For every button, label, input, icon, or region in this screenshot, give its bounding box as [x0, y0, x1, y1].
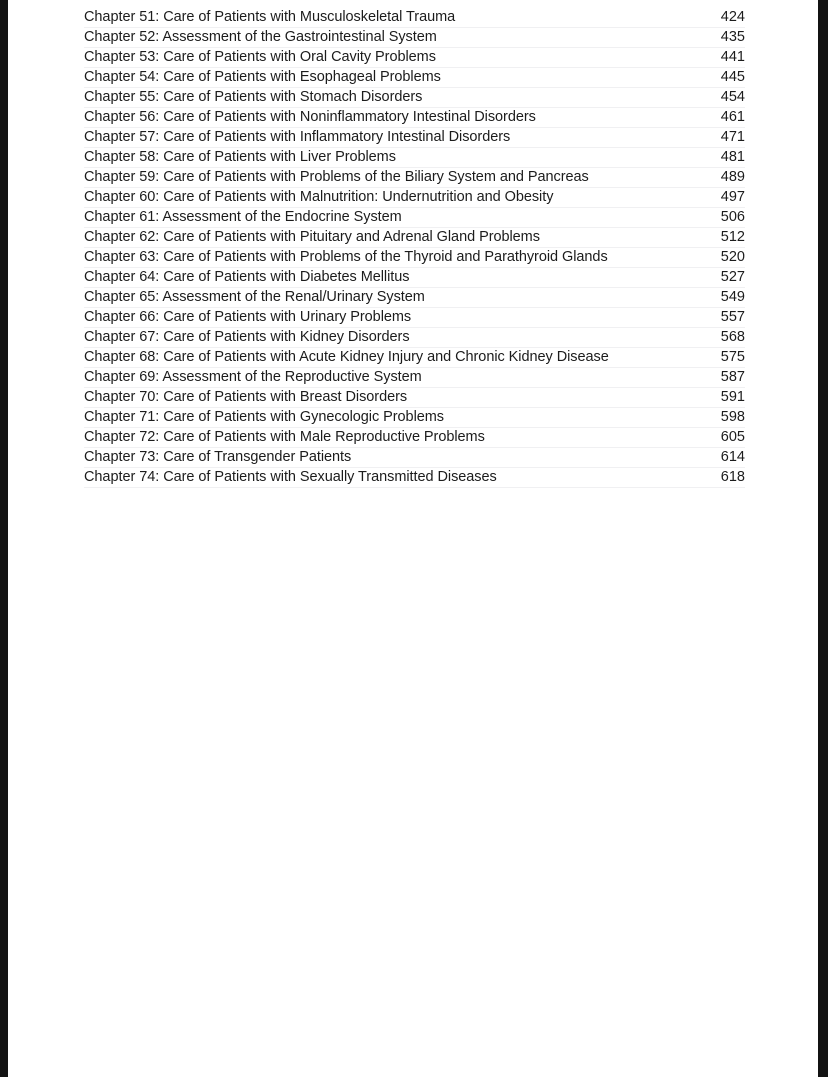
table-of-contents-list: [84, 8, 745, 488]
toc-entry-page-number: 605: [720, 429, 745, 445]
toc-entry-title: Chapter 74: Care of Patients with Sexually Transmitted Diseases: [84, 469, 497, 485]
scan-edge-bar-right: [818, 0, 828, 1077]
toc-entry-title: Chapter 66: Care of Patients with Urinary Problems: [84, 309, 412, 325]
toc-entry-page-number: 568: [720, 329, 745, 345]
toc-entry-title: Chapter 65: Assessment of the Renal/Urinary System: [84, 289, 425, 305]
toc-entry-page-number: 512: [720, 229, 745, 245]
toc-entry-title: Chapter 58: Care of Patients with Liver Problems: [84, 149, 396, 165]
toc-entry-title: Chapter 53: Care of Patients with Oral Cavity Problems: [84, 49, 436, 65]
toc-entry[interactable]: [84, 28, 745, 48]
toc-entry-title: Chapter 52: Assessment of the Gastrointestinal System: [84, 29, 437, 45]
toc-entry-page-number: 481: [720, 149, 745, 165]
toc-entry[interactable]: [84, 408, 745, 428]
toc-entry-page-number: 598: [720, 409, 745, 425]
toc-entry-page-number: 549: [720, 289, 745, 305]
toc-entry-page-number: 445: [720, 69, 745, 85]
toc-entry-page-number: 520: [720, 249, 745, 265]
toc-entry[interactable]: [84, 48, 745, 68]
toc-entry[interactable]: [84, 328, 745, 348]
toc-entry[interactable]: [84, 348, 745, 368]
toc-entry[interactable]: [84, 228, 745, 248]
toc-entry[interactable]: [84, 208, 745, 228]
toc-entry[interactable]: [84, 8, 745, 28]
toc-entry-page-number: 435: [720, 29, 745, 45]
toc-entry-title: Chapter 67: Care of Patients with Kidney Disorders: [84, 329, 410, 345]
toc-entry-title: Chapter 59: Care of Patients with Problems of the Biliary System and Pancreas: [84, 169, 589, 185]
toc-entry-title: Chapter 72: Care of Patients with Male Reproductive Problems: [84, 429, 485, 445]
toc-entry-title: Chapter 63: Care of Patients with Problems of the Thyroid and Parathyroid Glands: [84, 249, 608, 265]
toc-entry[interactable]: [84, 448, 745, 468]
toc-entry-title: Chapter 68: Care of Patients with Acute Kidney Injury and Chronic Kidney Disease: [84, 349, 609, 365]
toc-entry-page-number: 497: [720, 189, 745, 205]
toc-entry-page-number: 424: [720, 9, 745, 25]
toc-entry-page-number: 461: [720, 109, 745, 125]
toc-entry-page-number: 614: [720, 449, 745, 465]
toc-entry[interactable]: [84, 248, 745, 268]
toc-entry-page-number: 618: [720, 469, 745, 485]
toc-entry[interactable]: [84, 88, 745, 108]
toc-entry[interactable]: [84, 468, 745, 488]
toc-entry-title: Chapter 73: Care of Transgender Patients: [84, 449, 352, 465]
toc-entry[interactable]: [84, 388, 745, 408]
toc-entry[interactable]: [84, 108, 745, 128]
toc-entry-page-number: 527: [720, 269, 745, 285]
toc-entry[interactable]: [84, 288, 745, 308]
toc-entry-page-number: 441: [720, 49, 745, 65]
toc-entry-title: Chapter 69: Assessment of the Reproductive System: [84, 369, 422, 385]
toc-entry-title: Chapter 70: Care of Patients with Breast Disorders: [84, 389, 408, 405]
toc-entry-page-number: 454: [720, 89, 745, 105]
toc-entry-title: Chapter 56: Care of Patients with Noninflammatory Intestinal Disorders: [84, 109, 536, 125]
toc-entry[interactable]: [84, 308, 745, 328]
scan-edge-bar-left: [0, 0, 8, 1077]
toc-entry-page-number: 471: [720, 129, 745, 145]
toc-entry[interactable]: [84, 368, 745, 388]
toc-entry[interactable]: [84, 268, 745, 288]
toc-entry-page-number: 489: [720, 169, 745, 185]
toc-entry-title: Chapter 51: Care of Patients with Musculoskeletal Trauma: [84, 9, 456, 25]
toc-entry[interactable]: [84, 428, 745, 448]
toc-entry[interactable]: [84, 188, 745, 208]
toc-entry-page-number: 587: [720, 369, 745, 385]
toc-entry-page-number: 575: [720, 349, 745, 365]
toc-entry-title: Chapter 61: Assessment of the Endocrine System: [84, 209, 402, 225]
toc-entry[interactable]: [84, 168, 745, 188]
toc-entry-title: Chapter 71: Care of Patients with Gynecologic Problems: [84, 409, 444, 425]
toc-entry[interactable]: [84, 68, 745, 88]
toc-entry-title: Chapter 60: Care of Patients with Malnutrition: Undernutrition and Obesity: [84, 189, 554, 205]
toc-entry-page-number: 591: [720, 389, 745, 405]
toc-entry-title: Chapter 55: Care of Patients with Stomach Disorders: [84, 89, 423, 105]
toc-entry[interactable]: [84, 148, 745, 168]
toc-entry-page-number: 506: [720, 209, 745, 225]
document-page: [8, 0, 818, 1077]
toc-entry-title: Chapter 54: Care of Patients with Esophageal Problems: [84, 69, 441, 85]
toc-entry[interactable]: [84, 128, 745, 148]
toc-entry-page-number: 557: [720, 309, 745, 325]
toc-entry-title: Chapter 57: Care of Patients with Inflammatory Intestinal Disorders: [84, 129, 511, 145]
toc-entry-title: Chapter 62: Care of Patients with Pituitary and Adrenal Gland Problems: [84, 229, 540, 245]
toc-entry-title: Chapter 64: Care of Patients with Diabetes Mellitus: [84, 269, 410, 285]
